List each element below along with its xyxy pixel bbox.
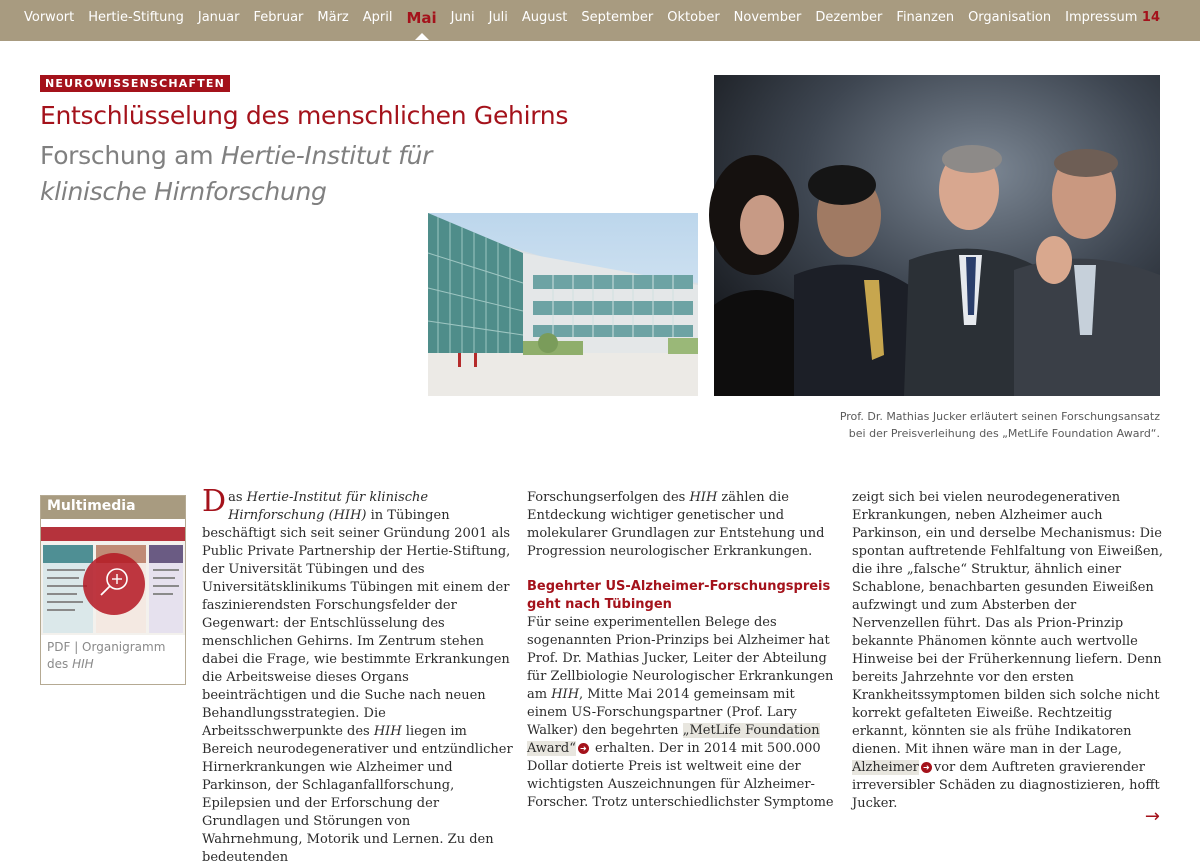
nav-item-april[interactable]: April [362,10,393,25]
nav-item-organisation[interactable]: Organisation [968,10,1052,25]
arrow-circle-icon[interactable]: ➜ [921,762,932,773]
drop-cap: D [202,484,227,519]
nav-item-finanzen[interactable]: Finanzen [896,10,955,25]
caption-line-2: bei der Preisverleihung des „MetLife Foundation Award“. [848,427,1160,440]
multimedia-box [40,495,186,685]
nav-item-november[interactable]: November [733,10,802,25]
subtitle-institute: Hertie-Institut für klinische Hirnforschung [40,141,433,206]
caption-line-1: Prof. Dr. Mathias Jucker erläutert seinen Forschungsansatz [839,410,1160,423]
c2-p2-c: , Mitte Mai 2014 gemeinsam mit einem US-Forschungspartner (Prof. Lary Walker) den begehrten [527,687,797,738]
nav-item-impressum[interactable]: Impressum [1065,10,1138,25]
photo-caption [740,408,1160,442]
c2-paragraph-1 [527,489,839,561]
c2-paragraph-2 [527,614,839,812]
nav-item-juni[interactable]: Juni [450,10,475,25]
c3-paragraph [852,489,1164,813]
arrow-right-icon[interactable]: → [1144,806,1160,827]
category-tag: NEUROWISSENSCHAFTEN [40,75,230,92]
c1-text-hih: HIH [373,724,402,739]
organigram-link-line1: PDF | Organigramm [47,640,166,654]
c2-p1-hih: HIH [689,490,718,505]
c3-text-a: zeigt sich bei vielen neurodegenerativen Erkrankungen, neben Alzheimer auch Parkinson, ein und derselbe Mechanismus: Die spontan auftretende Fehlfaltung von Eiweißen, die ihre „falsche“ Struktur, ähnlich einer Schablone, benachbarten gesunden Eiweißen aufzwingt und zum Absterben der Nervenzellen führt. Das als Prion-Prinzip bekannte Phänomen könnte auch wertvolle Hinweise bei der Früherkennung liefern. Denn bereits Jahrzehnte vor den ersten Krankheitssymptomen bilden sich solche nicht korrekt gefalteten Eiweiße. Rechtzeitig erkannt, könnten sie als frühe Indikatoren dienen. Mit ihnen wäre man in der Lage, [852,490,1164,757]
page-number: 14 [1141,10,1160,25]
nav-item-januar[interactable]: Januar [197,10,240,25]
arrow-circle-icon[interactable]: ➜ [578,743,589,754]
c1-text-institute: Hertie-Institut für klinische Hirnforschung (HIH) [228,490,429,523]
nav-item-september[interactable]: September [581,10,654,25]
nav-item-hertie-stiftung[interactable]: Hertie-Stiftung [88,10,184,25]
article-title: Entschlüsselung des menschlichen Gehirns [40,101,569,130]
nav-item-mai[interactable]: Mai [406,8,437,27]
c1-text-a: as [228,490,247,505]
nav-item-vorwort[interactable]: Vorwort [24,10,75,25]
c2-p2-hih: HIH [551,687,580,702]
metlife-award-link[interactable]: „MetLife Foundation Award“ [527,723,820,756]
organigram-link-hih: HIH [72,657,94,671]
award-ceremony-photo [714,75,1160,396]
nav-item-märz[interactable]: März [317,10,349,25]
nav-item-februar[interactable]: Februar [253,10,304,25]
nav-item-august[interactable]: August [521,10,568,25]
multimedia-heading: Multimedia [41,496,185,519]
c1-text-e: liegen im Bereich neurodegenerativer und entzündlicher Hirnerkrankungen wie Alzheimer und Parkinson, der Schlaganfallforschung, Epilepsien und der Erforschung der Grundlagen und Störungen von Wahrnehmung, Motorik und Lernen. Zu den bedeutenden [202,724,513,865]
nav-item-dezember[interactable]: Dezember [815,10,883,25]
section-heading: Begehrter US-Alzheimer-Forschungspreis geht nach Tübingen [527,579,831,612]
nav-item-juli[interactable]: Juli [488,10,508,25]
organigram-thumbnail[interactable] [41,527,185,635]
c2-p2-d: erhalten. Der in 2014 mit 500.000 Dollar dotierte Preis ist weltweit eine der wichtigsten Auszeichnungen für Alzheimer-Forscher. Trotz unterschiedlichster Symptome [527,741,834,810]
magnifier-plus-icon[interactable] [83,553,145,615]
c2-p2-a: Für seine experimentellen Belege des sogenannten Prion-Prinzips bei Alzheimer hat Prof. Dr. Mathias Jucker, Leiter der Abteilung für Zellbiologie Neurologischer Erkrankungen am [527,615,834,702]
c3-text-b: vor dem Auftreten gravierender irreversibler Schäden zu diagnostizieren, hofft Jucker. [852,760,1160,811]
subtitle-prefix: Forschung am [40,141,221,170]
intro-paragraph [202,484,514,867]
alzheimer-link[interactable]: Alzheimer [852,760,919,775]
institute-building-image [428,213,698,396]
article-subtitle [40,138,510,210]
c2-p1-a: Forschungserfolgen des [527,490,690,505]
nav-item-oktober[interactable]: Oktober [667,10,720,25]
body-column-2 [527,489,839,812]
top-navigation [0,0,1200,41]
organigram-link-prefix: des [47,657,73,671]
c1-text-c: in Tübingen beschäftigt sich seit seiner Gründung 2001 als Public Private Partnership der Hertie-Stiftung, der Universität Tübingen und des Universitätsklinikums Tübingen mit einem der faszinierendsten Forschungsfelder der Gegenwart: der Entschlüsselung des menschlichen Gehirns. Im Zentrum stehen dabei die Frage, wie bestimmte Erkrankungen die Arbeitsweise dieses Organs beeinträchtigen und die Suche nach neuen Behandlungsstrategien. Die Arbeitsschwerpunkte des [202,508,511,739]
body-column-1 [202,484,514,867]
organigram-link-line2 [47,656,179,673]
organigram-link[interactable] [41,635,185,677]
c2-p1-c: zählen die Entdeckung wichtiger genetischer und molekularer Grundlagen zur Entstehung und Progression neurologischer Erkrankungen. [527,490,825,559]
body-column-3 [852,489,1164,813]
month-nav-list [24,0,1151,35]
